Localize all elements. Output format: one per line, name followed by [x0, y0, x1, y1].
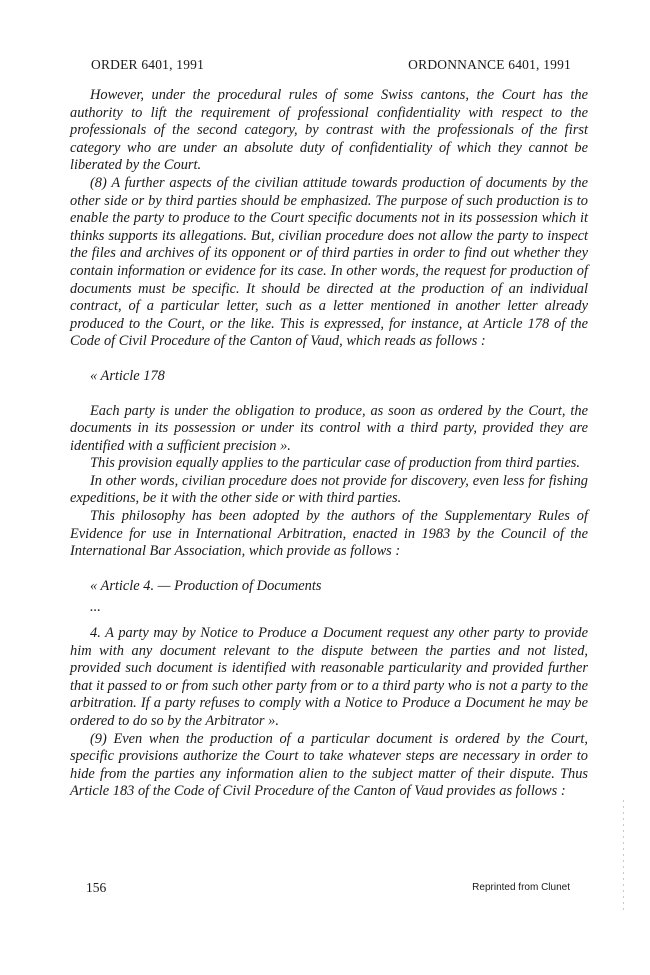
paragraph-9: (9) Even when the production of a particular document is ordered by the Court, specific provisions authorize the Court to take whatever steps are necessary in order to hide from the parties any information alien to the subject matter of their dispute. Thus Article 183 of the Code of Civil Procedure of the Canton of Vaud provides as follows :: [70, 730, 588, 800]
ellipsis: ...: [90, 599, 101, 616]
paragraph-discovery: In other words, civilian procedure does not provide for discovery, even less for fishing expeditions, be it with the other side or with third parties.: [70, 472, 588, 507]
article-4-heading: « Article 4. — Production of Documents: [90, 577, 322, 594]
article-4-text: 4. A party may by Notice to Produce a Document request any other party to provide him with any document relevant to the dispute between the parties and not listed, provided such document is identified with reasonable particularity and provided further that it passed to or from such other party from or to a third party who is not a party to the arbitration. If a party refuses to comply with a Notice to Produce a Document he may be ordered to do so by the Arbitrator ».: [70, 625, 588, 729]
body-text: [70, 87, 588, 801]
paragraph-iba-rules: This philosophy has been adopted by the authors of the Supplementary Rules of Evidence for use in International Arbitration, enacted in 1983 by the Council of the International Bar Association, which provide as follows :: [70, 508, 588, 560]
paragraph-confidentiality: However, under the procedural rules of some Swiss cantons, the Court has the authority to lift the requirement of professional confidentiality with respect to the professionals of the second category, by contrast with the professionals of the first category who are under an absolute duty of confidentiality of which they cannot be liberated by the Court.: [70, 87, 588, 174]
paragraph-third-parties: This provision equally applies to the particular case of production from third parties.: [90, 455, 580, 472]
paragraph-8: (8) A further aspects of the civilian attitude towards production of documents by the other side or by third parties should be emphasized. The purpose of such production is to enable the party to produce to the Court specific documents not in its possession which it thinks supports its allegations. But, civilian procedure does not allow the party to inspect the files and archives of its opponent or of third parties in order to find out whether they contain information or evidence for its case. In other words, the request for production of documents must be specific. It should be directed at the production of an individual contract, of a particular letter, such as a letter mentioned in another letter already produced to the Court, or the like. This is expressed, for instance, at Article 178 of the Code of Civil Procedure of the Canton of Vaud, which reads as follows :: [70, 174, 588, 350]
scan-edge-mark: [623, 800, 624, 910]
source-note: Reprinted from Clunet: [472, 882, 570, 893]
header-right: ORDONNANCE 6401, 1991: [408, 57, 571, 72]
header-left: ORDER 6401, 1991: [91, 57, 205, 72]
article-178-text: Each party is under the obligation to produce, as soon as ordered by the Court, the documents in its possession or under its control with a third party, provided they are identified with a sufficient precision ».: [70, 402, 588, 454]
article-178-heading: « Article 178: [90, 367, 165, 384]
page-number: 156: [86, 880, 107, 895]
